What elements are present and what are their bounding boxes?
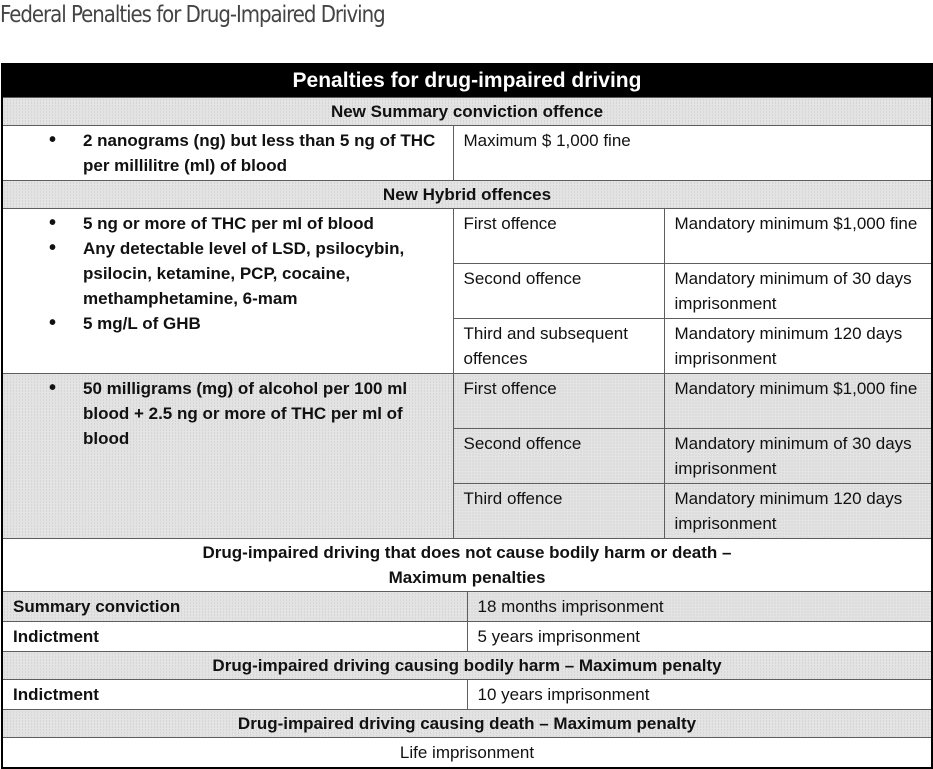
bodily-harm-section-heading: Drug-impaired driving causing bodily harm – Maximum penalty xyxy=(2,652,932,680)
criteria-item: • 5 ng or more of THC per ml of blood xyxy=(83,211,443,236)
offence-cell: Second offence xyxy=(453,264,664,319)
criteria-item: • 50 milligrams (mg) of alcohol per 100 ml blood + 2.5 ng or more of THC per ml of blood xyxy=(83,376,443,451)
offence-cell: Third offence xyxy=(453,484,664,539)
death-section-heading: Drug-impaired driving causing death – Maximum penalty xyxy=(2,710,932,738)
offence-cell: Third and subsequent offences xyxy=(453,319,664,374)
table-row xyxy=(2,592,932,622)
table-row xyxy=(2,126,932,181)
conviction-type-cell: Indictment xyxy=(2,622,467,652)
criteria-item: • 2 nanograms (ng) but less than 5 ng of THC per millilitre (ml) of blood xyxy=(83,128,443,178)
penalties-table xyxy=(1,63,933,769)
hybrid-section-heading: New Hybrid offences xyxy=(2,181,932,209)
page-title: Federal Penalties for Drug-Impaired Driving xyxy=(0,2,385,28)
penalty-cell: Mandatory minimum $1,000 fine xyxy=(664,209,932,264)
hybrid-group1-criteria-cell xyxy=(2,209,453,374)
death-penalty-cell: Life imprisonment xyxy=(2,738,932,769)
section-heading-row xyxy=(2,539,932,592)
section-heading-row xyxy=(2,710,932,738)
offence-cell: Second offence xyxy=(453,429,664,484)
max-penalty-cell: 5 years imprisonment xyxy=(467,622,932,652)
summary-section-heading: New Summary conviction offence xyxy=(2,98,932,126)
summary-criteria-cell xyxy=(2,126,453,181)
section-heading-row xyxy=(2,652,932,680)
penalty-cell: Mandatory minimum $1,000 fine xyxy=(664,374,932,429)
max-penalty-cell: 18 months imprisonment xyxy=(467,592,932,622)
table-row xyxy=(2,680,932,710)
offence-cell: First offence xyxy=(453,209,664,264)
offence-cell: First offence xyxy=(453,374,664,429)
section-heading-row xyxy=(2,181,932,209)
conviction-type-cell: Indictment xyxy=(2,680,467,710)
table-row xyxy=(2,374,932,429)
table-row xyxy=(2,209,932,264)
no-harm-section-heading: Drug-impaired driving that does not cause bodily harm or death – Maximum penalties xyxy=(2,539,932,592)
penalty-cell: Mandatory minimum 120 days imprisonment xyxy=(664,319,932,374)
table-title: Penalties for drug-impaired driving xyxy=(2,64,932,98)
penalty-cell: Mandatory minimum of 30 days imprisonment xyxy=(664,429,932,484)
criteria-item: • 5 mg/L of GHB xyxy=(83,311,443,336)
section-heading-row xyxy=(2,98,932,126)
table-row xyxy=(2,622,932,652)
table-header-row xyxy=(2,64,932,98)
conviction-type-cell: Summary conviction xyxy=(2,592,467,622)
max-penalty-cell: 10 years imprisonment xyxy=(467,680,932,710)
criteria-item: • Any detectable level of LSD, psilocybin, psilocin, ketamine, PCP, cocaine, methamphetamine, 6-mam xyxy=(83,236,443,311)
penalty-cell: Mandatory minimum of 30 days imprisonment xyxy=(664,264,932,319)
penalty-cell: Mandatory minimum 120 days imprisonment xyxy=(664,484,932,539)
summary-penalty-cell: Maximum $ 1,000 fine xyxy=(453,126,932,181)
table-row xyxy=(2,738,932,769)
hybrid-group2-criteria-cell xyxy=(2,374,453,539)
